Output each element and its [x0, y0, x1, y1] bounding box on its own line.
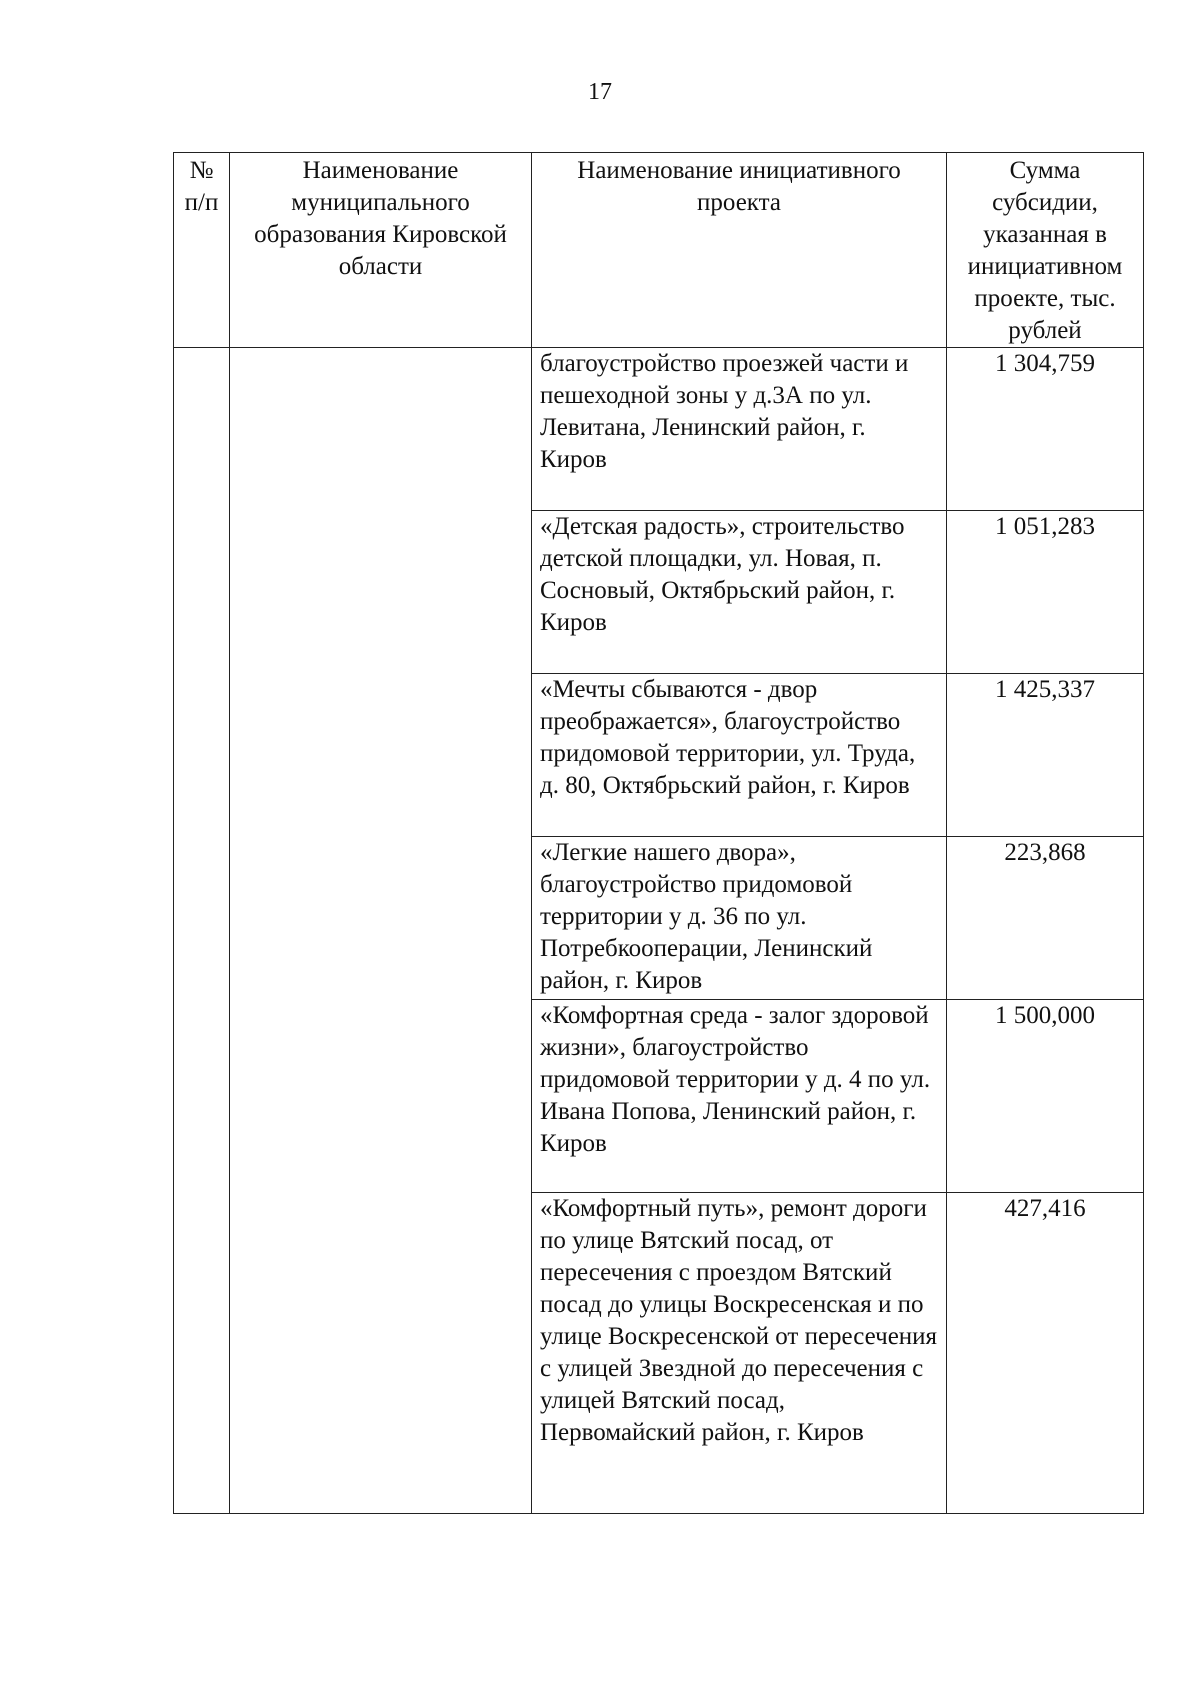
header-municipality: Наименование муниципального образования Кировской области: [230, 153, 532, 348]
sum-cell: 1 304,759: [947, 348, 1144, 511]
sum-cell: 223,868: [947, 837, 1144, 1000]
project-cell: «Комфортный путь», ремонт дороги по улице Вятский посад, от пересечения с проездом Вятский посад до улицы Воскресенская и по улице Воскресенской от пересечения с улицей Звездной до пересечения с улицей Вятский посад, Первомайский район, г. Киров: [532, 1193, 947, 1514]
municipality-cell: [230, 348, 532, 1514]
project-cell: благоустройство проезжей части и пешеходной зоны у д.3А по ул. Левитана, Ленинский район, г. Киров: [532, 348, 947, 511]
project-cell: «Комфортная среда - залог здоровой жизни», благоустройство придомовой территории у д. 4 по ул. Ивана Попова, Ленинский район, г. Киров: [532, 1000, 947, 1193]
project-cell: «Легкие нашего двора», благоустройство придомовой территории у д. 36 по ул. Потребкооперации, Ленинский район, г. Киров: [532, 837, 947, 1000]
header-project: Наименование инициативного проекта: [532, 153, 947, 348]
sum-cell: 1 051,283: [947, 511, 1144, 674]
subsidy-table: [173, 152, 1144, 1514]
num-cell: [174, 348, 230, 1514]
table-header-row: [174, 153, 1144, 348]
sum-cell: 427,416: [947, 1193, 1144, 1514]
table-row: [174, 348, 1144, 511]
header-num: № п/п: [174, 153, 230, 348]
sum-cell: 1 425,337: [947, 674, 1144, 837]
header-sum: Сумма субсидии, указанная в инициативном проекте, тыс. рублей: [947, 153, 1144, 348]
project-cell: «Детская радость», строительство детской площадки, ул. Новая, п. Сосновый, Октябрьский район, г. Киров: [532, 511, 947, 674]
project-cell: «Мечты сбываются - двор преображается», благоустройство придомовой территории, ул. Труда, д. 80, Октябрьский район, г. Киров: [532, 674, 947, 837]
sum-cell: 1 500,000: [947, 1000, 1144, 1193]
page-number: 17: [588, 79, 612, 105]
